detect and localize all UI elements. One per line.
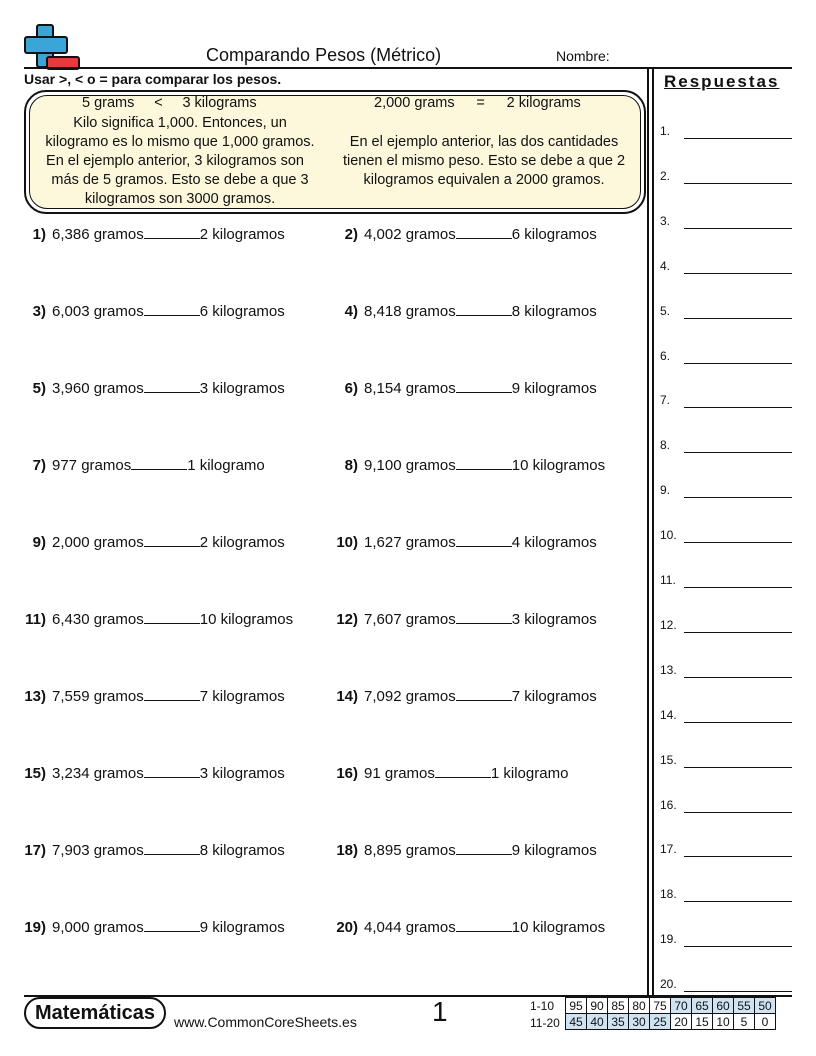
score-row bbox=[566, 1014, 776, 1030]
score-cell: 20 bbox=[671, 1014, 692, 1030]
score-cell: 50 bbox=[755, 998, 776, 1014]
problem-left-quantity: 7,092 gramos bbox=[364, 688, 456, 705]
answer-blank[interactable] bbox=[144, 301, 200, 316]
problem-item bbox=[18, 609, 293, 628]
problem-right-quantity: 7 kilogramos bbox=[511, 688, 597, 705]
answer-blank[interactable] bbox=[435, 763, 491, 778]
problem-number: 3) bbox=[32, 303, 46, 320]
header-rule bbox=[24, 67, 792, 69]
score-cell: 80 bbox=[629, 998, 650, 1014]
example-left-text-5: kilogramos son 3000 gramos. bbox=[84, 191, 276, 207]
answer-blank[interactable] bbox=[456, 301, 512, 316]
score-cell: 70 bbox=[671, 998, 692, 1014]
problem-number: 10) bbox=[336, 534, 358, 551]
answer-number: 10. bbox=[660, 528, 677, 543]
answer-blank[interactable] bbox=[131, 455, 187, 470]
answer-blank[interactable] bbox=[456, 455, 512, 470]
column-divider-right bbox=[652, 68, 654, 996]
problem-item bbox=[18, 763, 285, 782]
problem-left-quantity: 1,627 gramos bbox=[364, 534, 456, 551]
problem-item bbox=[330, 917, 605, 936]
answer-blank[interactable] bbox=[456, 224, 512, 239]
answer-number: 7. bbox=[660, 393, 671, 408]
problem-number: 16) bbox=[336, 765, 358, 782]
answer-number: 13. bbox=[660, 662, 677, 677]
answer-blank[interactable] bbox=[456, 686, 512, 701]
problem-item bbox=[330, 378, 597, 397]
answer-number: 6. bbox=[660, 348, 671, 363]
problem-item bbox=[330, 840, 597, 859]
answer-line[interactable] bbox=[684, 946, 792, 947]
problem-right-quantity: 9 kilogramos bbox=[511, 842, 597, 859]
site-url: www.CommonCoreSheets.es bbox=[174, 1014, 357, 1030]
example-left-text-1: Kilo significa 1,000. Entonces, un bbox=[73, 115, 287, 131]
page-title: Comparando Pesos (Métrico) bbox=[206, 45, 442, 65]
score-cell: 95 bbox=[566, 998, 587, 1014]
answer-number: 19. bbox=[660, 932, 677, 947]
answer-line[interactable] bbox=[684, 542, 792, 543]
problem-item bbox=[18, 686, 285, 705]
score-cell: 10 bbox=[713, 1014, 734, 1030]
score-table bbox=[565, 997, 776, 1030]
answer-blank[interactable] bbox=[144, 609, 200, 624]
problem-number: 9) bbox=[32, 534, 46, 551]
answer-number: 9. bbox=[660, 483, 671, 498]
problem-right-quantity: 8 kilogramos bbox=[199, 842, 285, 859]
answer-line[interactable] bbox=[684, 677, 792, 678]
problem-item bbox=[330, 455, 605, 474]
problem-number: 20) bbox=[336, 919, 358, 936]
answer-number: 1. bbox=[660, 124, 671, 138]
score-cell: 45 bbox=[566, 1014, 587, 1030]
problem-right-quantity: 2 kilogramos bbox=[199, 226, 285, 243]
answer-number: 5. bbox=[660, 303, 671, 318]
problem-right-quantity: 6 kilogramos bbox=[511, 226, 597, 243]
answer-number: 18. bbox=[660, 887, 677, 902]
problem-number: 4) bbox=[344, 303, 358, 320]
problem-left-quantity: 7,559 gramos bbox=[52, 688, 144, 705]
problem-item bbox=[18, 378, 285, 397]
problem-number: 6) bbox=[344, 380, 358, 397]
problem-left-quantity: 6,003 gramos bbox=[52, 303, 144, 320]
problem-item bbox=[330, 686, 597, 705]
score-cell: 55 bbox=[734, 998, 755, 1014]
problem-left-quantity: 91 gramos bbox=[364, 765, 435, 782]
score-cell: 75 bbox=[650, 998, 671, 1014]
problem-right-quantity: 6 kilogramos bbox=[199, 303, 285, 320]
example-right-text-3: kilogramos equivalen a 2000 gramos. bbox=[363, 172, 605, 188]
answer-line[interactable] bbox=[684, 856, 792, 857]
example-right-expression bbox=[374, 95, 581, 111]
example-left-expression bbox=[82, 95, 257, 111]
score-row-label-2: 11-20 bbox=[530, 1016, 560, 1030]
answer-line[interactable] bbox=[684, 138, 792, 139]
instructions: Usar >, < o = para comparar los pesos. bbox=[24, 71, 282, 87]
problem-number: 13) bbox=[24, 688, 46, 705]
answer-line[interactable] bbox=[684, 722, 792, 723]
answers-title: Respuestas bbox=[664, 72, 780, 91]
answer-line[interactable] bbox=[684, 407, 792, 408]
answer-blank[interactable] bbox=[456, 609, 512, 624]
problem-right-quantity: 2 kilogramos bbox=[199, 534, 285, 551]
score-cell: 15 bbox=[692, 1014, 713, 1030]
score-cell: 0 bbox=[755, 1014, 776, 1030]
problem-item bbox=[330, 301, 597, 320]
answer-blank[interactable] bbox=[456, 840, 512, 855]
problem-number: 12) bbox=[336, 611, 358, 628]
problem-right-quantity: 3 kilogramos bbox=[511, 611, 597, 628]
answer-blank[interactable] bbox=[456, 532, 512, 547]
example-left-text-2: kilogramo es lo mismo que 1,000 gramos. bbox=[45, 134, 315, 150]
answer-blank[interactable] bbox=[144, 378, 200, 393]
answer-number: 2. bbox=[660, 168, 671, 183]
problem-right-quantity: 7 kilogramos bbox=[199, 688, 285, 705]
problem-left-quantity: 8,418 gramos bbox=[364, 303, 456, 320]
answer-line[interactable] bbox=[684, 183, 792, 184]
example-right-symbol: = bbox=[476, 95, 485, 111]
problem-left-quantity: 9,000 gramos bbox=[52, 919, 144, 936]
example-right-unit: 2 kilograms bbox=[506, 95, 581, 111]
problem-number: 18) bbox=[336, 842, 358, 859]
problem-item bbox=[330, 609, 597, 628]
answer-line[interactable] bbox=[684, 452, 792, 453]
problem-right-quantity: 3 kilogramos bbox=[199, 380, 285, 397]
name-label: Nombre: bbox=[556, 48, 610, 64]
problem-left-quantity: 2,000 gramos bbox=[52, 534, 144, 551]
answer-line[interactable] bbox=[684, 497, 792, 498]
answer-number: 12. bbox=[660, 617, 677, 632]
example-right-qty: 2,000 grams bbox=[374, 95, 455, 111]
answer-number: 3. bbox=[660, 213, 671, 228]
problem-item bbox=[18, 840, 285, 859]
answer-line[interactable] bbox=[684, 767, 792, 768]
score-cell: 90 bbox=[587, 998, 608, 1014]
score-row bbox=[566, 998, 776, 1014]
answer-line[interactable] bbox=[684, 273, 792, 274]
answer-number: 14. bbox=[660, 707, 677, 722]
problem-item bbox=[18, 224, 285, 243]
problem-left-quantity: 8,154 gramos bbox=[364, 380, 456, 397]
answer-line[interactable] bbox=[684, 991, 792, 992]
score-cell: 25 bbox=[650, 1014, 671, 1030]
score-cell: 65 bbox=[692, 998, 713, 1014]
answer-blank[interactable] bbox=[144, 840, 200, 855]
problem-left-quantity: 7,903 gramos bbox=[52, 842, 144, 859]
answer-line[interactable] bbox=[684, 228, 792, 229]
example-right-text-1: En el ejemplo anterior, las dos cantidades bbox=[349, 134, 619, 150]
problem-item bbox=[330, 763, 568, 782]
problem-item bbox=[330, 224, 597, 243]
answer-number: 15. bbox=[660, 752, 677, 767]
problem-left-quantity: 3,960 gramos bbox=[52, 380, 144, 397]
problem-right-quantity: 9 kilogramos bbox=[199, 919, 285, 936]
answer-blank[interactable] bbox=[456, 917, 512, 932]
score-cell: 5 bbox=[734, 1014, 755, 1030]
problem-number: 19) bbox=[24, 919, 46, 936]
answer-line[interactable] bbox=[684, 632, 792, 633]
answer-number: 16. bbox=[660, 797, 677, 812]
example-left-text-3: En el ejemplo anterior, 3 kilogramos son bbox=[46, 153, 304, 169]
answer-number: 8. bbox=[660, 438, 671, 453]
problem-right-quantity: 1 kilogramo bbox=[187, 457, 265, 474]
logo-plus-bar bbox=[24, 36, 68, 54]
problem-right-quantity: 10 kilogramos bbox=[511, 919, 606, 936]
problem-number: 7) bbox=[32, 457, 46, 474]
example-right-text-2: tienen el mismo peso. Esto se debe a que 2 bbox=[342, 153, 626, 169]
problem-number: 17) bbox=[24, 842, 46, 859]
answer-line[interactable] bbox=[684, 587, 792, 588]
problem-number: 8) bbox=[344, 457, 358, 474]
problem-right-quantity: 10 kilogramos bbox=[199, 611, 294, 628]
answer-line[interactable] bbox=[684, 901, 792, 902]
example-left-qty: 5 grams bbox=[82, 95, 135, 111]
answer-number: 17. bbox=[660, 842, 677, 857]
problem-right-quantity: 1 kilogramo bbox=[490, 765, 569, 782]
problem-right-quantity: 10 kilogramos bbox=[511, 457, 606, 474]
problem-right-quantity: 4 kilogramos bbox=[511, 534, 597, 551]
problem-item bbox=[18, 917, 285, 936]
example-left-unit: 3 kilograms bbox=[182, 95, 257, 111]
problem-left-quantity: 9,100 gramos bbox=[364, 457, 456, 474]
answer-line[interactable] bbox=[684, 318, 792, 319]
problem-left-quantity: 4,044 gramos bbox=[364, 919, 456, 936]
example-left-symbol: < bbox=[154, 95, 163, 111]
problem-left-quantity: 7,607 gramos bbox=[364, 611, 456, 628]
problem-number: 15) bbox=[24, 765, 46, 782]
answer-blank[interactable] bbox=[144, 532, 200, 547]
answer-number: 4. bbox=[660, 258, 671, 273]
problem-right-quantity: 8 kilogramos bbox=[511, 303, 597, 320]
example-left-text-4: más de 5 gramos. Esto se debe a que 3 bbox=[51, 172, 309, 188]
problem-right-quantity: 9 kilogramos bbox=[511, 380, 597, 397]
problem-left-quantity: 8,895 gramos bbox=[364, 842, 456, 859]
problem-left-quantity: 3,234 gramos bbox=[52, 765, 144, 782]
problem-left-quantity: 977 gramos bbox=[52, 457, 132, 474]
page-number: 1 bbox=[432, 996, 448, 1027]
score-row-label-1: 1-10 bbox=[530, 999, 555, 1013]
score-cell: 30 bbox=[629, 1014, 650, 1030]
problem-item bbox=[330, 532, 597, 551]
answer-blank[interactable] bbox=[144, 763, 200, 778]
problem-number: 14) bbox=[336, 688, 358, 705]
problem-left-quantity: 6,430 gramos bbox=[52, 611, 144, 628]
answer-blank[interactable] bbox=[456, 378, 512, 393]
problem-left-quantity: 6,386 gramos bbox=[52, 226, 144, 243]
problem-left-quantity: 4,002 gramos bbox=[364, 226, 456, 243]
problem-right-quantity: 3 kilogramos bbox=[199, 765, 285, 782]
score-cell: 60 bbox=[713, 998, 734, 1014]
brand-badge: Matemáticas bbox=[24, 997, 166, 1029]
problem-number: 1) bbox=[32, 226, 46, 243]
problem-number: 11) bbox=[25, 611, 46, 628]
score-cell: 35 bbox=[608, 1014, 629, 1030]
score-cell: 40 bbox=[587, 1014, 608, 1030]
answer-number: 20. bbox=[660, 977, 677, 992]
column-divider-left bbox=[647, 68, 649, 996]
answer-line[interactable] bbox=[684, 812, 792, 813]
problem-number: 5) bbox=[32, 380, 46, 397]
score-cell: 85 bbox=[608, 998, 629, 1014]
answer-line[interactable] bbox=[684, 363, 792, 364]
problem-number: 2) bbox=[344, 226, 358, 243]
problem-item bbox=[18, 532, 285, 551]
answer-number: 11. bbox=[660, 573, 676, 587]
answer-blank[interactable] bbox=[144, 686, 200, 701]
problem-item bbox=[18, 455, 265, 474]
answer-blank[interactable] bbox=[144, 917, 200, 932]
answer-blank[interactable] bbox=[144, 224, 200, 239]
problem-item bbox=[18, 301, 285, 320]
